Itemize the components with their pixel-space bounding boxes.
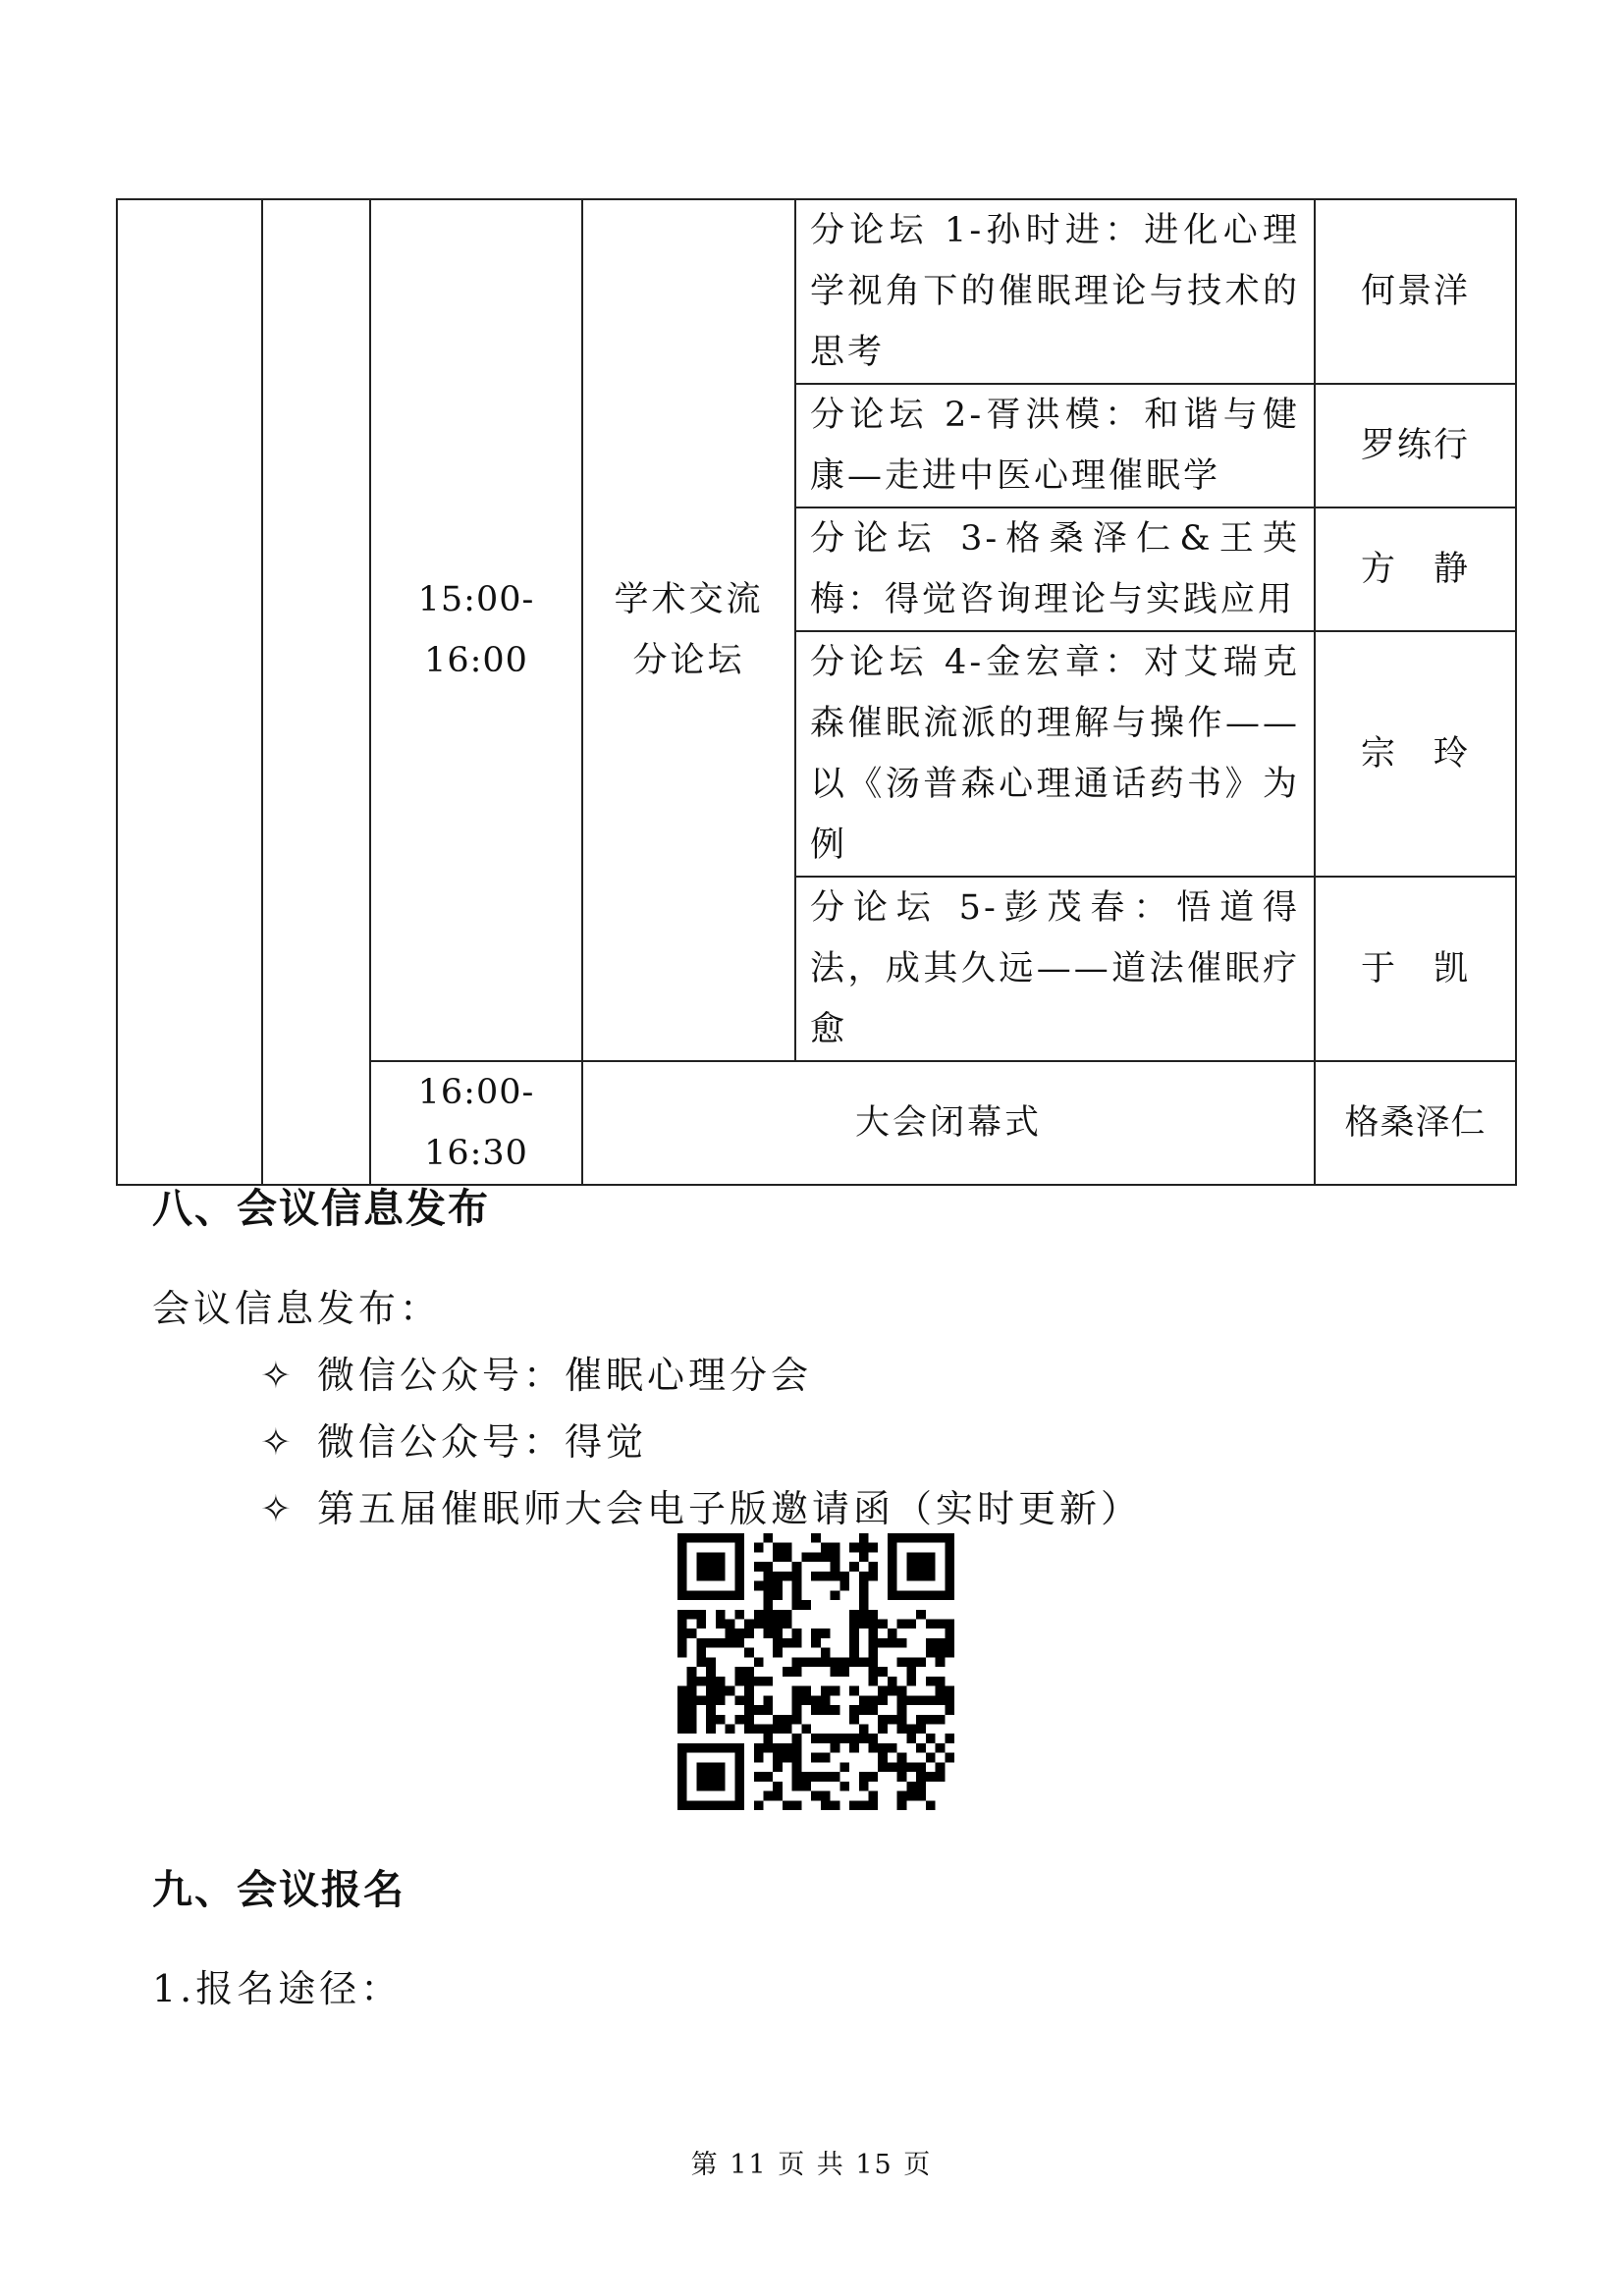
table-row xyxy=(117,199,1516,384)
closing-time: 16:00-16:30 xyxy=(370,1061,582,1185)
session-time: 15:00-16:00 xyxy=(370,199,582,1061)
forum-topic: 分论坛 5-彭茂春：悟道得法，成其久远——道法催眠疗愈 xyxy=(795,877,1315,1061)
section-8-intro: 会议信息发布： xyxy=(152,1287,442,1330)
forum-moderator: 方 静 xyxy=(1315,507,1516,631)
forum-moderator: 罗练行 xyxy=(1315,384,1516,507)
bullet-text: 微信公众号：催眠心理分会 xyxy=(317,1354,813,1397)
period-cell xyxy=(262,199,370,1185)
closing-title: 大会闭幕式 xyxy=(582,1061,1315,1185)
forum-moderator: 于 凯 xyxy=(1315,877,1516,1061)
section-8-heading: 八、会议信息发布 xyxy=(152,1185,490,1232)
forum-topic: 分论坛 3-格桑泽仁&王英梅：得觉咨询理论与实践应用 xyxy=(795,507,1315,631)
forum-topic: 分论坛 1-孙时进：进化心理学视角下的催眠理论与技术的思考 xyxy=(795,199,1315,384)
page-footer: 第 11 页 共 15 页 xyxy=(690,2150,933,2180)
section-9-heading: 九、会议报名 xyxy=(152,1866,406,1913)
registration-item: 1.报名途径： xyxy=(152,1967,403,2010)
bullet-item xyxy=(260,1478,1142,1532)
forum-topic: 分论坛 4-金宏章：对艾瑞克森催眠流派的理解与操作——以《汤普森心理通话药书》为例 xyxy=(795,631,1315,877)
diamond-star-icon: ✧ xyxy=(260,1354,296,1397)
bullet-text: 第五届催眠师大会电子版邀请函（实时更新） xyxy=(317,1487,1143,1530)
qr-code xyxy=(677,1533,954,1810)
session-type: 学术交流 分论坛 xyxy=(582,199,795,1061)
bullet-item xyxy=(260,1412,647,1466)
bullet-item xyxy=(260,1345,812,1399)
diamond-star-icon: ✧ xyxy=(260,1487,296,1530)
diamond-star-icon: ✧ xyxy=(260,1420,296,1464)
schedule-table xyxy=(116,198,1517,1186)
forum-moderator: 何景洋 xyxy=(1315,199,1516,384)
forum-topic: 分论坛 2-胥洪模：和谐与健康—走进中医心理催眠学 xyxy=(795,384,1315,507)
bullet-text: 微信公众号：得觉 xyxy=(317,1420,648,1464)
day-cell xyxy=(117,199,262,1185)
closing-host: 格桑泽仁 xyxy=(1315,1061,1516,1185)
forum-moderator: 宗 玲 xyxy=(1315,631,1516,877)
